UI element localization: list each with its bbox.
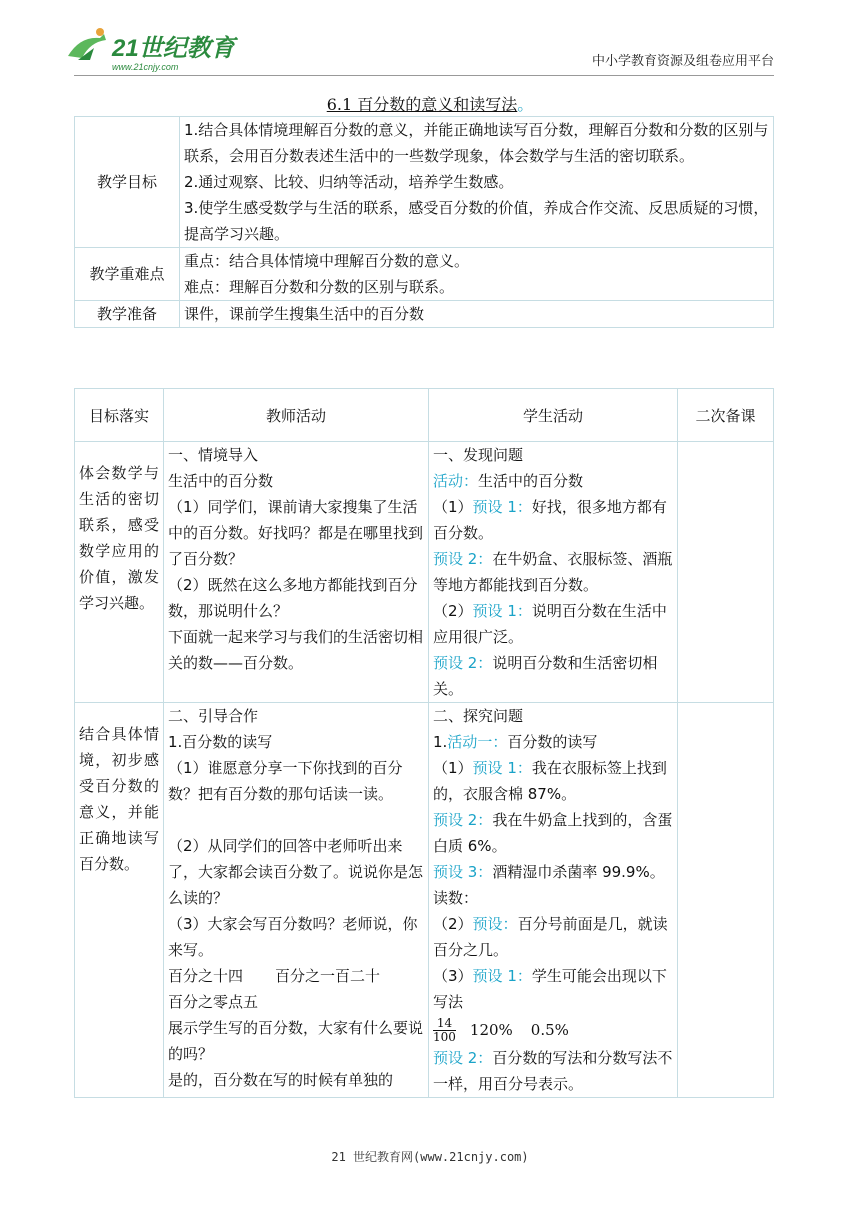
teacher-line: （1）同学们，课前请大家搜集了生活中的百分数。好找吗？都是在哪里找到了百分数？ <box>168 498 424 568</box>
goal-item: 2.通过观察、比较、归纳等活动，培养学生数感。 <box>184 173 514 191</box>
row1-student <box>429 442 678 703</box>
platform-name: 中小学教育资源及组卷应用平台 <box>591 54 774 69</box>
teacher-line <box>168 963 424 989</box>
col-teacher: 教师活动 <box>164 389 429 442</box>
teacher-line: 二、引导合作 <box>168 707 259 725</box>
table-row <box>75 703 774 1098</box>
teacher-line: 百分之零点五 <box>168 993 259 1011</box>
header-divider <box>74 75 774 76</box>
goal-item: 3.使学生感受数学与生活的联系，感受百分数的价值，养成合作交流、反思质疑的习惯，提高学习兴趣。 <box>184 199 769 243</box>
preset-text: 百分号前面是几，就读百分之几。 <box>433 915 668 959</box>
key-label: 教学重难点 <box>75 248 180 301</box>
student-line <box>433 729 673 755</box>
preset-label: 预设 2： <box>433 550 493 568</box>
fraction <box>433 1017 456 1044</box>
item-prefix: （1） <box>433 498 473 516</box>
col-revision: 二次备课 <box>678 389 774 442</box>
activity-label: 活动： <box>433 472 479 490</box>
item-prefix: （3） <box>433 967 473 985</box>
fraction-denominator: 100 <box>433 1030 456 1044</box>
page-header <box>0 0 860 80</box>
lesson-plan-table <box>74 388 774 1098</box>
overview-table <box>74 116 774 328</box>
col-student: 学生活动 <box>429 389 678 442</box>
key-point: 重点：结合具体情境中理解百分数的意义。 <box>184 252 470 270</box>
student-line <box>433 859 673 885</box>
teacher-line: 下面就一起来学习与我们的生活密切相关的数——百分数。 <box>168 628 424 672</box>
key-point: 难点：理解百分数和分数的区别与联系。 <box>184 278 455 296</box>
student-line <box>433 494 673 546</box>
preset-label: 预设 1： <box>472 498 532 516</box>
preset-label: 预设 2： <box>433 1049 493 1067</box>
preset-text: 在牛奶盒、衣服标签、酒瓶等地方都能找到百分数。 <box>433 550 673 594</box>
fraction-numerator: 14 <box>433 1017 456 1031</box>
preset-text: 我在牛奶盒上找到的，含蛋白质 6%。 <box>433 811 673 855</box>
table-row <box>75 442 774 703</box>
logo-text: 21世纪教育 <box>112 35 235 62</box>
row2-teacher <box>164 703 429 1098</box>
teacher-line: （2）既然在这么多地方都能找到百分数，那说明什么？ <box>168 576 418 620</box>
preset-label: 预设 2： <box>433 654 493 672</box>
student-line: 读数： <box>433 889 479 907</box>
student-line <box>433 963 673 1015</box>
row2-student <box>429 703 678 1098</box>
preset-text: 说明百分数在生活中应用很广泛。 <box>433 602 667 646</box>
row1-revision <box>678 442 774 703</box>
teacher-line: 1.百分数的读写 <box>168 733 273 751</box>
preset-label: 预设 2： <box>433 811 493 829</box>
percent-value: 0.5% <box>530 1021 569 1039</box>
preset-text: 百分数的写法和分数写法不一样，用百分号表示。 <box>433 1049 673 1093</box>
teacher-line: 是的，百分数在写的时候有单独的 <box>168 1071 394 1089</box>
row1-goal: 体会数学与生活的密切联系，感受数学应用的价值，激发学习兴趣。 <box>75 442 164 703</box>
col-goal: 目标落实 <box>75 389 164 442</box>
student-line <box>433 650 673 702</box>
activity-text: 生活中的百分数 <box>478 472 584 490</box>
spacer <box>168 807 424 833</box>
item-prefix: 1. <box>433 733 448 751</box>
goal-content <box>180 117 774 248</box>
document-title <box>0 92 860 115</box>
preset-text: 好找，很多地方都有百分数。 <box>433 498 667 542</box>
teacher-line: （2）从同学们的回答中老师听出来了，大家都会读百分数了。说说你是怎么读的？ <box>168 837 424 907</box>
student-line <box>433 911 673 963</box>
goal-row <box>75 117 774 248</box>
student-heading: 一、发现问题 <box>433 446 524 464</box>
preset-text: 学生可能会出现以下写法 <box>433 967 667 1011</box>
row2-revision <box>678 703 774 1098</box>
preset-text: 我在衣服标签上找到的，衣服含棉 87%。 <box>433 759 667 803</box>
percent-value: 120% <box>469 1021 513 1039</box>
preset-label: 预设 1： <box>472 967 532 985</box>
student-line <box>433 546 673 598</box>
prep-row <box>75 301 774 328</box>
teacher-line: 生活中的百分数 <box>168 472 274 490</box>
student-line <box>433 807 673 859</box>
student-line <box>433 1045 673 1097</box>
prep-label: 教学准备 <box>75 301 180 328</box>
prep-content: 课件，课前学生搜集生活中的百分数 <box>180 301 774 328</box>
item-prefix: （2） <box>433 915 473 933</box>
teacher-line: （3）大家会写百分数吗？老师说，你来写。 <box>168 915 418 959</box>
logo-subtext: www.21cnjy.com <box>112 62 179 72</box>
key-row <box>75 248 774 301</box>
goal-label: 教学目标 <box>75 117 180 248</box>
document-title-text: 6.1 百分数的意义和读写法 <box>326 95 518 114</box>
activity-label: 活动一： <box>447 733 508 751</box>
goal-item: 1.结合具体情境理解百分数的意义，并能正确地读写百分数，理解百分数和分数的区别与联系，会用百分数表述生活中的一些数学现象，体会数学与生活的密切联系。 <box>184 121 769 165</box>
header-row <box>75 389 774 442</box>
preset-label: 预设 3： <box>433 863 493 881</box>
teacher-line: 展示学生写的百分数，大家有什么要说的吗？ <box>168 1019 424 1063</box>
logo-21cnjy-icon <box>60 26 260 76</box>
student-line <box>433 598 673 650</box>
write-item: 百分之十四 <box>168 967 244 985</box>
row2-goal: 结合具体情境，初步感受百分数的意义，并能正确地读写百分数。 <box>75 703 164 1098</box>
page-footer: 21 世纪教育网(www.21cnjy.com) <box>331 1150 529 1164</box>
student-heading: 二、探究问题 <box>433 707 524 725</box>
preset-text: 说明百分数和生活密切相关。 <box>433 654 658 698</box>
student-line <box>433 1015 673 1045</box>
preset-label: 预设 1： <box>472 759 532 777</box>
key-content <box>180 248 774 301</box>
write-item: 百分之一百二十 <box>275 967 381 985</box>
item-prefix: （1） <box>433 759 473 777</box>
item-prefix: （2） <box>433 602 473 620</box>
preset-label: 预设： <box>472 915 518 933</box>
preset-label: 预设 1： <box>472 602 532 620</box>
teacher-line: 一、情境导入 <box>168 446 259 464</box>
teacher-line: （1）谁愿意分享一下你找到的百分数？把有百分数的那句话读一读。 <box>168 759 403 803</box>
preset-text: 酒精湿巾杀菌率 99.9%。 <box>492 863 665 881</box>
activity-text: 百分数的读写 <box>507 733 598 751</box>
row1-teacher <box>164 442 429 703</box>
title-dot: 。 <box>517 95 534 114</box>
student-line <box>433 755 673 807</box>
student-line <box>433 468 673 494</box>
